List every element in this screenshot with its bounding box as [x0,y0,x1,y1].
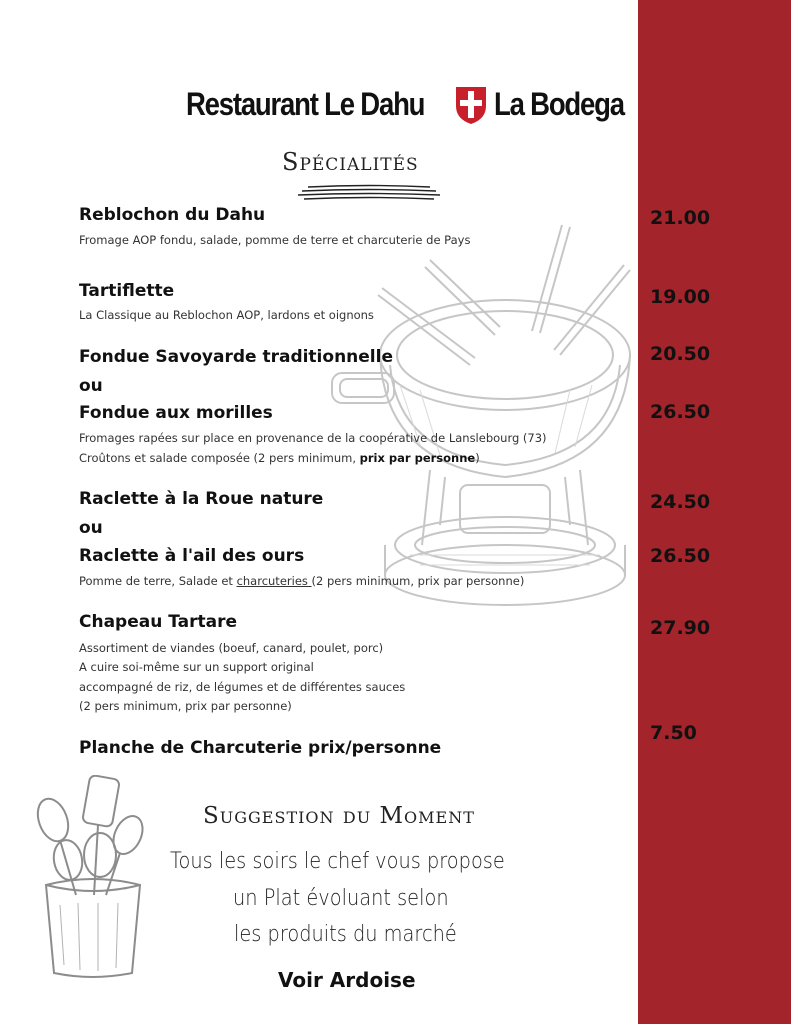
suggestion-line: les produits du marché [234,922,457,947]
suggestion-line: un Plat évoluant selon [233,886,449,911]
section-title: Spécialités [282,148,419,176]
kitchen-utensils-illustration [28,775,158,980]
dish-description: Fromage AOP fondu, salade, pomme de terre et charcuterie de Pays [79,233,471,247]
dish-name: Fondue Savoyarde traditionnelle [79,347,393,367]
savoie-cross-icon [454,84,488,126]
dish-name: Raclette à l'ail des ours [79,546,305,566]
see-board-label: Voir Ardoise [278,968,416,992]
dish-description: accompagné de riz, de légumes et de différentes sauces [79,680,406,694]
dish-price: 21.00 [650,207,711,229]
dish-name: Tartiflette [79,281,175,301]
dish-description: Assortiment de viandes (boeuf, canard, poulet, porc) [79,641,384,655]
dish-description: Pomme de terre, Salade et charcuteries (2 pers minimum, prix par personne) [79,574,525,588]
dish-name: Fondue aux morilles [79,403,273,423]
dish-description: La Classique au Reblochon AOP, lardons et oignons [79,308,374,322]
dish-price: 19.00 [650,286,711,308]
dish-name: Raclette à la Roue nature [79,489,324,509]
fondue-pot-illustration [330,215,640,635]
restaurant-name-2: La Bodega [494,86,624,122]
restaurant-name: Restaurant Le Dahu [186,86,425,122]
dish-price: 26.50 [650,401,711,423]
suggestion-title: Suggestion du Moment [203,803,475,829]
dish-or: ou [79,518,103,538]
dish-description: (2 pers minimum, prix par personne) [79,699,292,713]
title-underline-flourish [298,183,440,203]
dish-or: ou [79,376,103,396]
dish-price: 27.90 [650,617,711,639]
dish-description: Croûtons et salade composée (2 pers minimum, prix par personne) [79,451,480,465]
dish-price: 20.50 [650,343,711,365]
dish-name: Chapeau Tartare [79,612,238,632]
dish-price: 26.50 [650,545,711,567]
suggestion-line: Tous les soirs le chef vous propose [170,849,505,874]
dish-description: A cuire soi-même sur un support original [79,660,314,674]
dish-price: 24.50 [650,491,711,513]
dish-name: Reblochon du Dahu [79,205,266,225]
dish-price: 7.50 [650,722,697,744]
dish-name: Planche de Charcuterie prix/personne [79,738,442,758]
dish-description: Fromages rapées sur place en provenance de la coopérative de Lanslebourg (73) [79,431,547,445]
